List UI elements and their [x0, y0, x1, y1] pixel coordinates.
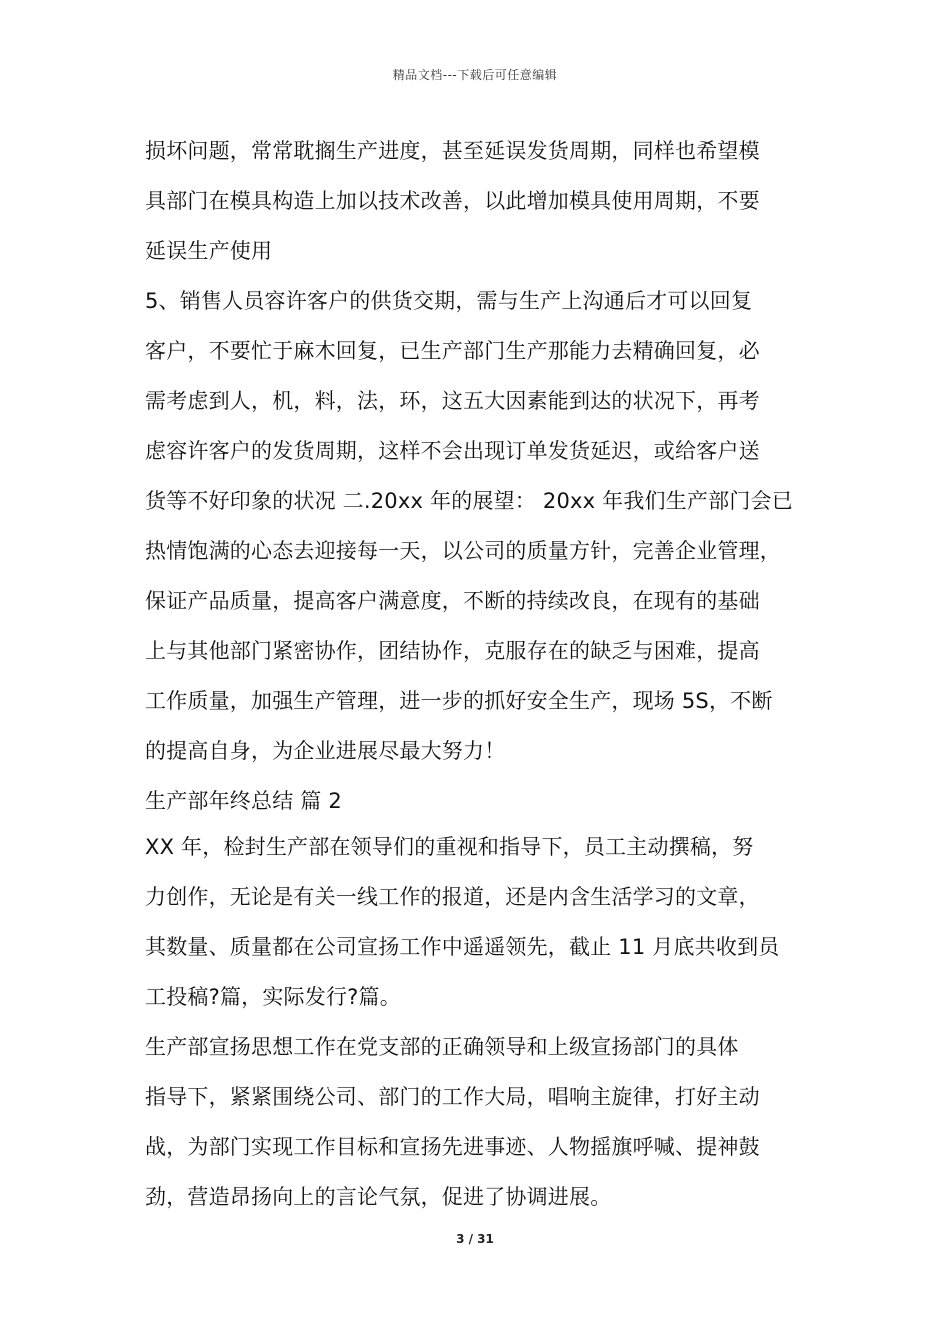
section-heading: 生产部年终总结 篇 2 — [145, 789, 342, 813]
body-line: 的提高自身，为企业进展尽最大努力！ — [145, 739, 506, 763]
body-line: 力创作，无论是有关一线工作的报道，还是内含生活学习的文章， — [145, 885, 760, 909]
page-header: 精品文档---下载后可任意编辑 — [392, 68, 558, 82]
body-line: 货等不好印象的状况 二.20xx 年的展望： 20xx 年我们生产部门会已 — [145, 489, 793, 513]
body-line: 战，为部门实现工作目标和宣扬先进事迹、人物摇旗呼喊、提神鼓 — [145, 1135, 760, 1159]
document-body — [145, 131, 815, 1227]
body-line: 需考虑到人，机，料，法，环，这五大因素能到达的状况下，再考 — [145, 389, 760, 413]
body-line: 具部门在模具构造上加以技术改善，以此增加模具使用周期，不要 — [145, 189, 760, 213]
body-line: 客户，不要忙于麻木回复，已生产部门生产那能力去精确回复，必 — [145, 339, 760, 363]
body-line: 虑容许客户的发货周期，这样不会出现订单发货延迟，或给客户送 — [145, 439, 760, 463]
body-line: 5、销售人员容许客户的供货交期，需与生产上沟通后才可以回复 — [145, 289, 753, 313]
body-line: 工作质量，加强生产管理，进一步的抓好安全生产，现场 5S，不断 — [145, 689, 773, 713]
body-line: 延误生产使用 — [145, 239, 273, 263]
body-line: 其数量、质量都在公司宣扬工作中遥遥领先，截止 11 月底共收到员 — [145, 935, 780, 959]
body-line: 热情饱满的心态去迎接每一天，以公司的质量方针，完善企业管理， — [145, 539, 781, 563]
body-line: 损坏问题，常常耽搁生产进度，甚至延误发货周期，同样也希望模 — [145, 139, 760, 163]
body-line: 劲，营造昂扬向上的言论气氛，促进了协调进展。 — [145, 1185, 612, 1209]
body-line: 工投稿?篇，实际发行?篇。 — [145, 985, 401, 1009]
body-line: 指导下，紧紧围绕公司、部门的工作大局，唱响主旋律，打好主动 — [145, 1085, 760, 1109]
body-line: 生产部宣扬思想工作在党支部的正确领导和上级宣扬部门的具体 — [145, 1035, 739, 1059]
body-line: XX 年，检封生产部在领导们的重视和指导下，员工主动撰稿，努 — [145, 835, 754, 859]
body-line: 保证产品质量，提高客户满意度，不断的持续改良，在现有的基础 — [145, 589, 760, 613]
body-line: 上与其他部门紧密协作，团结协作，克服存在的缺乏与困难，提高 — [145, 639, 760, 663]
page-number: 3 / 31 — [456, 1232, 494, 1246]
